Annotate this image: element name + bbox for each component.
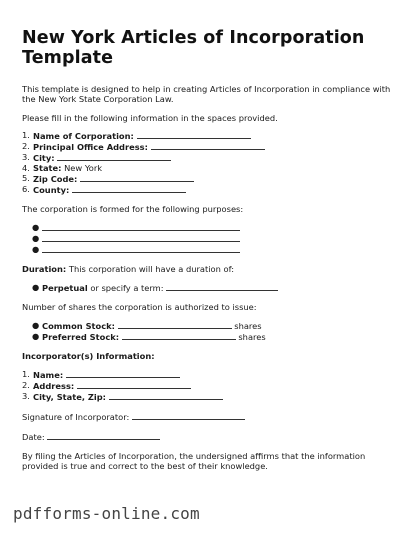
list-number: 4. (22, 163, 30, 173)
incorporator-address-field (22, 380, 397, 391)
purpose-blank[interactable] (42, 222, 240, 231)
bullet-icon: ● (32, 320, 40, 330)
document-page (22, 28, 397, 471)
corporation-details-list (22, 130, 397, 195)
state-value: New York (64, 163, 103, 173)
signature-line (22, 411, 397, 422)
preferred-stock-blank[interactable] (122, 331, 236, 340)
bullet-icon: ● (32, 282, 40, 292)
field-label: City: (33, 153, 55, 163)
term-blank[interactable] (166, 282, 278, 291)
intro-paragraph: This template is designed to help in creating Articles of Incorporation in compliance with the New York State Corporation Law. (22, 84, 391, 104)
field-principal-office-address (22, 141, 397, 152)
list-number: 2. (22, 141, 30, 151)
incorporator-heading-text: Incorporator(s) Information: (22, 351, 155, 361)
county-blank[interactable] (72, 184, 186, 193)
bullet-icon: ● (32, 244, 40, 254)
incorporator-address-blank[interactable] (77, 380, 191, 389)
incorporator-city-state-zip-blank[interactable] (109, 391, 223, 400)
list-number: 1. (22, 130, 30, 140)
purpose-item (22, 222, 397, 233)
date-line (22, 431, 397, 442)
field-label: Address: (33, 381, 75, 391)
field-label: Principal Office Address: (33, 142, 148, 152)
purposes-intro: The corporation is formed for the following purposes: (22, 204, 244, 214)
field-label: State: (33, 163, 62, 173)
field-label: Name: (33, 370, 64, 380)
field-label: City, State, Zip: (33, 392, 106, 402)
field-label: Zip Code: (33, 174, 78, 184)
date-label: Date: (22, 432, 45, 442)
preferred-stock-label: Preferred Stock: (42, 332, 120, 342)
term-text: or specify a term: (90, 283, 164, 293)
incorporator-name-blank[interactable] (66, 369, 180, 378)
common-stock-label: Common Stock: (42, 321, 115, 331)
field-name-of-corporation (22, 130, 397, 141)
list-number: 5. (22, 173, 30, 183)
closing-paragraph: By filing the Articles of Incorporation, the undersigned affirms that the information provided is true and correct to the best of their knowledge. (22, 451, 366, 471)
shares-list (22, 320, 397, 342)
signature-label: Signature of Incorporator: (22, 412, 130, 422)
shares-intro: Number of shares the corporation is authorized to issue: (22, 302, 257, 312)
purpose-item (22, 244, 397, 255)
field-label: County: (33, 185, 70, 195)
shares-unit: shares (234, 321, 262, 331)
list-number: 1. (22, 369, 30, 379)
bullet-icon: ● (32, 233, 40, 243)
field-zip-code (22, 173, 397, 184)
document-title: New York Articles of Incorporation Template (22, 28, 365, 68)
field-city (22, 152, 397, 163)
principal-office-address-blank[interactable] (151, 141, 265, 150)
name-of-corporation-blank[interactable] (137, 130, 251, 139)
duration-text: This corporation will have a duration of: (68, 264, 234, 274)
shares-unit: shares (238, 332, 266, 342)
purpose-item (22, 233, 397, 244)
perpetual-label: Perpetual (42, 283, 88, 293)
duration-options (22, 282, 397, 293)
date-blank[interactable] (47, 431, 160, 440)
incorporator-list (22, 369, 397, 402)
list-number: 3. (22, 391, 30, 401)
list-number: 6. (22, 184, 30, 194)
instructions-text: Please fill in the following information in the spaces provided. (22, 113, 278, 123)
purpose-blank[interactable] (42, 244, 240, 253)
list-number: 2. (22, 380, 30, 390)
purpose-blank[interactable] (42, 233, 240, 242)
common-stock-blank[interactable] (118, 320, 232, 329)
field-county (22, 184, 397, 195)
zip-code-blank[interactable] (80, 173, 194, 182)
field-label: Name of Corporation: (33, 131, 134, 141)
city-blank[interactable] (57, 152, 171, 161)
purposes-list (22, 222, 397, 255)
incorporator-heading (22, 351, 397, 361)
site-watermark: pdfforms-online.com (13, 504, 200, 523)
common-stock-item (22, 320, 397, 331)
field-state (22, 163, 397, 173)
duration-paragraph (22, 264, 397, 274)
incorporator-city-state-zip-field (22, 391, 397, 402)
signature-blank[interactable] (132, 411, 245, 420)
incorporator-name-field (22, 369, 397, 380)
bullet-icon: ● (32, 222, 40, 232)
preferred-stock-item (22, 331, 397, 342)
list-number: 3. (22, 152, 30, 162)
bullet-icon: ● (32, 331, 40, 341)
duration-option (22, 282, 397, 293)
duration-label: Duration: (22, 264, 67, 274)
